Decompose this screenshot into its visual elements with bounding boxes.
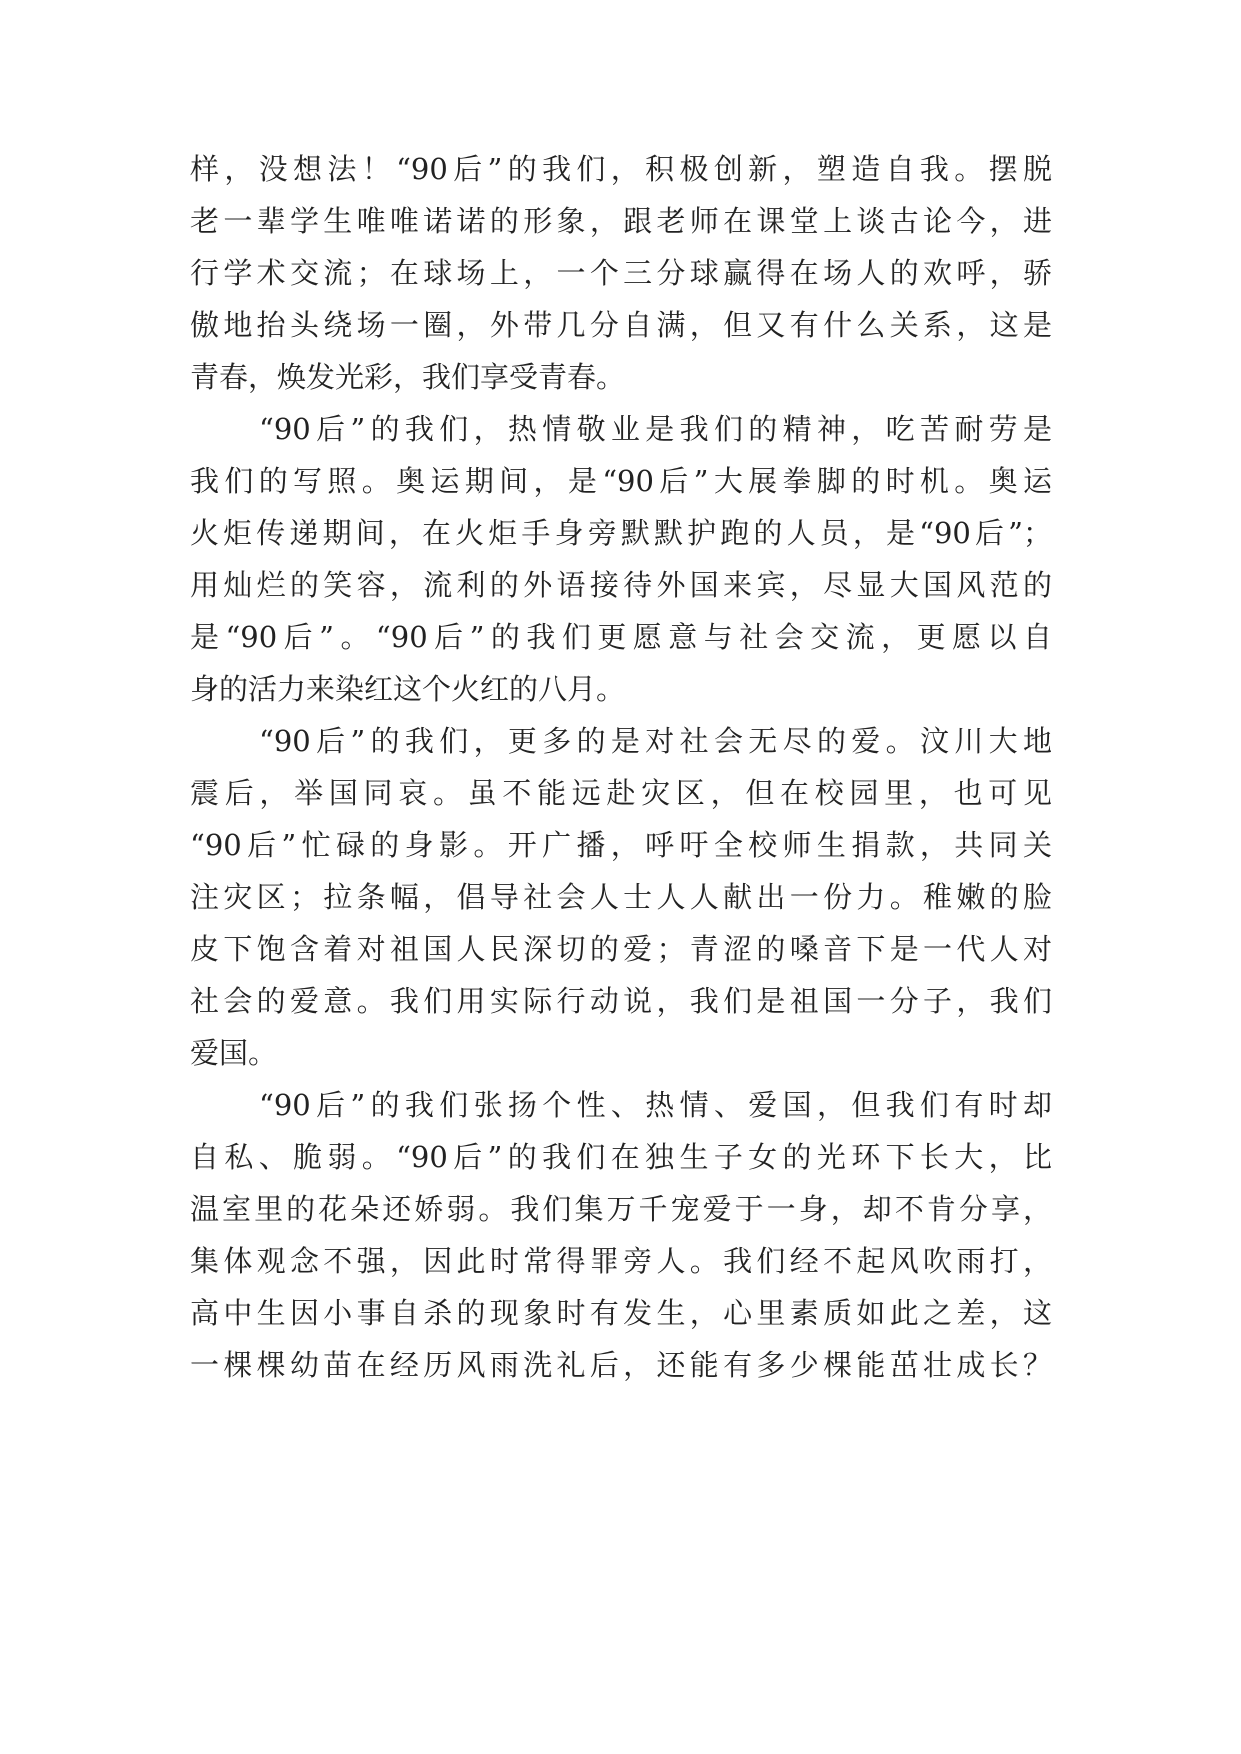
paragraph-1-line-2: 老一辈学生唯唯诺诺的形象，跟老师在课堂上谈古论今，进 (190, 204, 1052, 238)
paragraph-3-line-7: 爱国。 (190, 1036, 278, 1070)
document-body (190, 0, 1052, 1754)
paragraph-1-line-4: 傲地抬头绕场一圈，外带几分自满，但又有什么关系，这是 (190, 308, 1052, 342)
paragraph-4-line-1: “90后”的我们张扬个性、热情、爱国，但我们有时却 (259, 1088, 1052, 1122)
paragraph-2-line-2: 我们的写照。奥运期间，是“90后”大展拳脚的时机。奥运 (190, 464, 1052, 498)
paragraph-3-line-5: 皮下饱含着对祖国人民深切的爱；青涩的嗓音下是一代人对 (190, 932, 1052, 966)
paragraph-1-line-3: 行学术交流；在球场上，一个三分球赢得在场人的欢呼，骄 (190, 256, 1052, 290)
paragraph-1-line-1: 样，没想法！“90后”的我们，积极创新，塑造自我。摆脱 (190, 152, 1052, 186)
paragraph-2-line-1: “90后”的我们，热情敬业是我们的精神，吃苦耐劳是 (259, 412, 1052, 446)
paragraph-1-line-5: 青春，焕发光彩，我们享受青春。 (190, 360, 626, 394)
paragraph-4-line-6: 一棵棵幼苗在经历风雨洗礼后，还能有多少棵能茁壮成长？ (190, 1348, 1052, 1382)
paragraph-2-line-6: 身的活力来染红这个火红的八月。 (190, 672, 626, 706)
paragraph-3-line-3: “90后”忙碌的身影。开广播，呼吁全校师生捐款，共同关 (190, 828, 1052, 862)
paragraph-4-line-4: 集体观念不强，因此时常得罪旁人。我们经不起风吹雨打， (190, 1244, 1052, 1278)
paragraph-3-line-6: 社会的爱意。我们用实际行动说，我们是祖国一分子，我们 (190, 984, 1052, 1018)
paragraph-4-line-2: 自私、脆弱。“90后”的我们在独生子女的光环下长大，比 (190, 1140, 1052, 1174)
paragraph-4-line-5: 高中生因小事自杀的现象时有发生，心里素质如此之差，这 (190, 1296, 1052, 1330)
paragraph-3-line-2: 震后，举国同哀。虽不能远赴灾区，但在校园里，也可见 (190, 776, 1052, 810)
paragraph-2-line-3: 火炬传递期间，在火炬手身旁默默护跑的人员，是“90后”； (190, 516, 1052, 550)
paragraph-3-line-1: “90后”的我们，更多的是对社会无尽的爱。汶川大地 (259, 724, 1052, 758)
paragraph-3-line-4: 注灾区；拉条幅，倡导社会人士人人献出一份力。稚嫩的脸 (190, 880, 1052, 914)
paragraph-4-line-3: 温室里的花朵还娇弱。我们集万千宠爱于一身，却不肯分享， (190, 1192, 1052, 1226)
paragraph-2-line-5: 是“90后”。“90后”的我们更愿意与社会交流，更愿以自 (190, 620, 1052, 654)
paragraph-2-line-4: 用灿烂的笑容，流利的外语接待外国来宾，尽显大国风范的 (190, 568, 1052, 602)
